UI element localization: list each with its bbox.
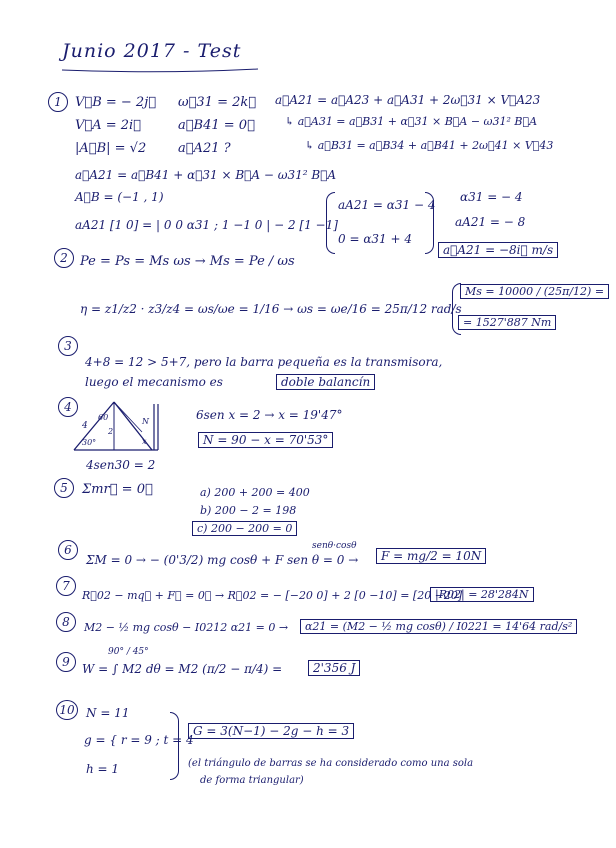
q1-final-result: a⃗A21 = −8i⃗ m/s — [438, 242, 558, 258]
q6-line1: ΣM = 0 → − (0'3/2) mg cosθ + F sen θ = 0 → — [86, 553, 359, 567]
q1-result-a21: aA21 = − 8 — [455, 215, 526, 229]
q1-line3-b: a⃗A21 ? — [178, 141, 231, 156]
q1-line4: a⃗A21 = a⃗B41 + α⃗31 × B⃗A − ω31² B⃗A — [75, 168, 337, 182]
q1-system-eq1: aA21 = α31 − 4 — [338, 198, 436, 212]
q1-system-brace — [326, 192, 335, 254]
q1-line6: aA21 [1 0] = | 0 0 α31 ; 1 −1 0 | − 2 [1 −1] — [75, 218, 338, 232]
page-title: Junio 2017 - Test — [62, 40, 242, 62]
question-number-3: 3 — [58, 336, 78, 356]
question-number-4: 4 — [58, 397, 78, 417]
q1-line5: A⃗B = (−1 , 1) — [75, 190, 164, 204]
question-number-7: 7 — [56, 576, 76, 596]
question-number-8: 8 — [56, 612, 76, 632]
q3-line2: luego el mecanismo es — [85, 375, 223, 389]
q10-g: g = { r = 9 ; t = 4 — [84, 733, 194, 747]
q4-fig-label-x: x — [142, 437, 147, 446]
q8-line1: M2 − ½ mg cosθ − I0212 α21 = 0 → — [84, 621, 289, 634]
q1-system-eq2: 0 = α31 + 4 — [338, 232, 413, 246]
q5-option-b: b) 200 − 2 = 198 — [200, 504, 297, 517]
question-number-2: 2 — [54, 248, 74, 268]
q1-line3-c: ↳ a⃗B31 = a⃗B34 + a⃗B41 + 2ω⃗41 × V⃗43 — [305, 139, 554, 152]
q4-line1: 6sen x = 2 → x = 19'47° — [196, 408, 343, 422]
q7-line1: R⃗02 − mq⃗ + F⃗ = 0⃗ → R⃗02 = − [−20 0] + 2 [0 −10] = [20 −20] — [82, 589, 463, 602]
q1-line2-b: a⃗B41 = 0⃗ — [178, 118, 255, 133]
q2-torque-label: Ms = 10000 / (25π/12) = — [460, 284, 609, 299]
question-number-9: 9 — [56, 652, 76, 672]
q1-line1-c: a⃗A21 = a⃗A23 + a⃗A31 + 2ω⃗31 × V⃗A23 — [275, 93, 541, 107]
q2-torque-formula — [460, 285, 609, 298]
q1-line1-a: V⃗B = − 2j⃗ — [75, 95, 157, 110]
q2-torque-result: = 1527'887 Nm — [458, 315, 556, 330]
q4-fig-label-30: 30° — [82, 438, 97, 447]
q1-line1-b: ω⃗31 = 2k⃗ — [178, 95, 257, 110]
q4-triangle-figure — [70, 398, 165, 460]
q4-fig-label-60: 60 — [98, 413, 109, 422]
q9-line1: W = ∫ M2 dθ = M2 (π/2 − π/4) = — [82, 662, 283, 676]
q4-caption: 4sen30 = 2 — [86, 458, 156, 472]
q1-line2-a: V⃗A = 2i⃗ — [75, 118, 141, 133]
q10-brace — [170, 712, 179, 780]
q10-n: N = 11 — [86, 706, 130, 720]
q4-fig-label-n: N — [142, 417, 149, 426]
q5-option-a: a) 200 + 200 = 400 — [200, 486, 310, 499]
q8-answer: α21 = (M2 − ½ mg cosθ) / I0221 = 14'64 rad/s² — [300, 619, 577, 634]
q7-answer: |R02| = 28'284N — [430, 587, 534, 602]
question-number-10: 10 — [56, 700, 78, 720]
question-number-6: 6 — [58, 540, 78, 560]
q10-h: h = 1 — [86, 762, 120, 776]
q10-note-line2: de forma triangular) — [200, 775, 304, 786]
q4-line2: N = 90 − x = 70'53° — [198, 432, 333, 448]
question-number-1: 1 — [48, 92, 68, 112]
q4-fig-label-2: 2 — [108, 427, 114, 436]
q4-fig-label-4: 4 — [82, 421, 88, 431]
q9-answer: 2'356 J — [308, 660, 360, 676]
q1-line3-a: |A⃗B| = √2 — [75, 141, 147, 156]
q1-result-alpha: α31 = − 4 — [460, 190, 523, 204]
q9-limits: 90° / 45° — [108, 647, 149, 657]
title-underline — [60, 66, 260, 74]
q2-line1: Pe = Ps = Ms ωs → Ms = Pe / ωs — [80, 254, 295, 269]
q3-line1: 4+8 = 12 > 5+7, pero la barra pequeña es la transmisora, — [85, 355, 443, 369]
q3-answer: doble balancín — [276, 374, 375, 390]
q10-note-line1: (el triángulo de barras se ha considerado como una sola — [188, 758, 474, 769]
q2-line2: η = z1/z2 · z3/z4 = ωs/ωe = 1/16 → ωs = ωe/16 = 25π/12 rad/s — [80, 302, 462, 316]
q6-answer: F = mg/2 = 10N — [376, 548, 486, 564]
q5-option-c: c) 200 − 200 = 0 — [192, 521, 297, 536]
question-number-5: 5 — [54, 478, 74, 498]
q10-answer: G = 3(N−1) − 2g − h = 3 — [188, 723, 354, 739]
q6-note: senθ·cosθ — [312, 541, 357, 551]
q1-line2-c: ↳ a⃗A31 = a⃗B31 + α⃗31 × B⃗A − ω31² B⃗A — [285, 115, 538, 128]
q1-system-brace-right — [425, 192, 434, 254]
q5-line1: Σmr⃗ = 0⃗ — [82, 482, 153, 497]
